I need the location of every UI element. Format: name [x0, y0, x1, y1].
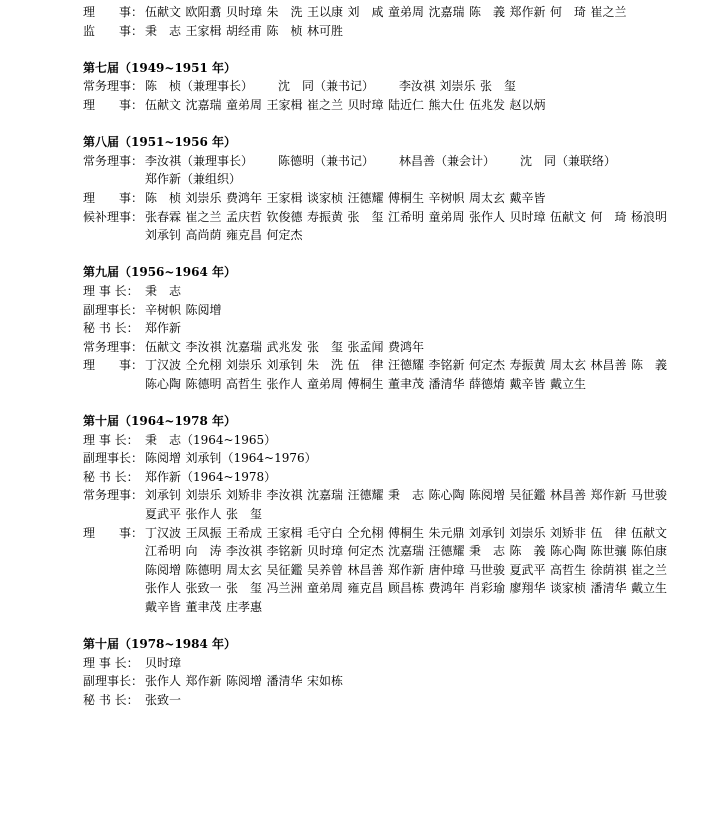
section-gap: [83, 245, 698, 264]
member-names: [145, 282, 698, 301]
member-name: 傅桐生: [388, 525, 425, 540]
member-name: 向 涛: [185, 544, 222, 559]
member-name: 张 玺: [480, 79, 517, 94]
role-entry: [83, 77, 698, 96]
member-names: [145, 356, 698, 393]
role-label: 常务理事：: [83, 488, 144, 503]
member-name: 钦俊德: [266, 209, 303, 224]
member-name: 寿振黄: [307, 209, 344, 224]
member-name: 胡经甫: [226, 23, 263, 38]
member-name: 欧阳翥: [185, 5, 222, 19]
member-names: [145, 319, 698, 338]
member-name: 庄孝惠: [226, 600, 263, 614]
member-name: 张作人: [266, 376, 303, 391]
member-name: 刘矫非: [226, 488, 263, 503]
role-label: 理 事：: [83, 97, 144, 112]
member-name: 伍献文: [631, 525, 668, 540]
member-name: 何定杰: [347, 544, 384, 559]
member-name: 沈嘉瑞: [185, 97, 222, 112]
member-name: 陈心陶: [145, 376, 182, 391]
role-label: 候补理事：: [83, 209, 144, 224]
member-name: 谈家桢: [550, 581, 587, 596]
member-name: 童弟周: [388, 5, 425, 19]
member-name: 郑作新: [388, 562, 425, 577]
member-name: 崔之兰: [631, 562, 668, 577]
role-entry: [83, 301, 698, 320]
member-name: 江希明: [145, 544, 182, 559]
council-section: [83, 115, 698, 245]
section-heading: 第十届（1964~1978 年）: [83, 414, 237, 429]
member-name: 江希明: [388, 209, 425, 224]
member-name: 汪德耀: [347, 190, 384, 205]
member-name: 顾昌栋: [388, 581, 425, 596]
member-name: 戴辛皆: [509, 190, 546, 205]
role-entry: [83, 22, 698, 41]
section-gap: [83, 617, 698, 636]
member-name: 陈心陶: [550, 544, 587, 559]
section-heading: 第七届（1949~1951 年）: [83, 60, 237, 75]
member-name: 赵以炳: [509, 97, 546, 112]
member-name: 徐荫祺: [590, 562, 627, 577]
member-name: 朱 洗: [266, 5, 303, 19]
member-name: 陈心陶: [428, 488, 465, 503]
member-name: 林昌善（兼会计）: [399, 153, 496, 168]
section-gap: [83, 40, 698, 59]
role-label: 常务理事：: [83, 339, 144, 354]
member-name: 秉 志（1964~1965）: [145, 432, 277, 447]
role-label: 秘 书 长：: [83, 469, 139, 484]
role-entry: [83, 486, 698, 523]
member-name: 秉 志: [145, 283, 182, 298]
member-name: 寿振黄: [509, 358, 546, 373]
member-names: [145, 468, 698, 487]
member-name: 雍克昌: [347, 581, 384, 596]
role-label: 理 事：: [83, 525, 144, 540]
member-name: 张 玺: [226, 581, 263, 596]
role-label: 副理事长：: [83, 451, 144, 466]
section-heading: 第九届（1956~1964 年）: [83, 265, 237, 280]
member-name: 陆近仁: [388, 97, 425, 112]
role-entry: [83, 189, 698, 208]
member-name: 伍献文: [550, 209, 587, 224]
member-name: 陈德明: [185, 562, 222, 577]
section-gap: [83, 393, 698, 412]
member-name: 陈 桢: [145, 190, 182, 205]
member-name: 沈 同（兼联络）: [520, 153, 617, 168]
member-name: 张作人: [145, 581, 182, 596]
member-name: 李汝祺: [226, 544, 263, 559]
role-entry: [83, 319, 698, 338]
role-label: 监 事：: [83, 23, 144, 38]
member-name: 陈 義: [509, 544, 546, 559]
council-section: [83, 617, 698, 710]
role-entry: [83, 654, 698, 673]
member-names: [145, 691, 698, 710]
member-name: 何定杰: [266, 228, 303, 243]
section-gap: [83, 115, 698, 134]
member-name: 廖翔华: [509, 581, 546, 596]
member-name: 陈阅增: [469, 488, 506, 503]
member-names: [145, 208, 698, 245]
member-name: 李铭新: [428, 358, 465, 373]
member-name: 丁汉波: [145, 358, 182, 373]
member-name: 陈 義: [469, 5, 506, 19]
member-name: 何 琦: [590, 209, 627, 224]
member-name: 刘承钊: [145, 488, 182, 503]
role-label: 理 事 长：: [83, 655, 139, 670]
member-name: 贝时璋: [347, 97, 384, 112]
member-name: 王家楫: [266, 190, 303, 205]
role-entry: [83, 431, 698, 450]
member-name: 伍献文: [145, 339, 182, 354]
member-name: 童弟周: [428, 209, 465, 224]
council-section: [83, 245, 698, 394]
member-name: 傅桐生: [388, 190, 425, 205]
member-name: 林昌善: [347, 562, 384, 577]
member-name: 刘矫非: [550, 525, 587, 540]
member-name: 马世骏: [631, 488, 668, 503]
member-names: [145, 301, 698, 320]
member-name: 刘崇乐: [439, 79, 476, 94]
member-names: [145, 524, 698, 617]
member-name: 贝时璋: [226, 5, 263, 19]
member-name: 戴立生: [631, 581, 668, 596]
role-label: 常务理事：: [83, 153, 144, 168]
member-name: 费鸿年: [226, 190, 263, 205]
member-name: 陈伯康: [631, 544, 668, 559]
member-name: 夏武平: [509, 562, 546, 577]
member-name: 何定杰: [469, 358, 506, 373]
member-name: 丁汉波: [145, 525, 182, 540]
member-name: 李汝祺: [266, 488, 303, 503]
member-names: [145, 96, 698, 115]
role-label: 理 事 长：: [83, 283, 139, 298]
role-label: 副理事长：: [83, 674, 144, 689]
role-label: 副理事长：: [83, 302, 144, 317]
member-name: 陈 桢（兼理事长）: [145, 79, 254, 94]
member-name: 秉 志: [469, 544, 506, 559]
member-name: 何 琦: [550, 5, 587, 19]
member-name: 郑作新: [145, 321, 182, 336]
member-name: 戴辛皆: [145, 600, 182, 614]
member-name: 熊大仕: [428, 97, 465, 112]
member-name: 沈嘉瑞: [307, 488, 344, 503]
member-name: 吴征鑑: [266, 562, 303, 577]
member-name: 张孟闻: [347, 339, 384, 354]
member-name: 肖彩瑜: [469, 581, 506, 596]
member-names: [145, 22, 698, 41]
member-names: [145, 3, 698, 22]
member-name: 张作人: [185, 507, 222, 522]
member-name: 费鸿年: [428, 581, 465, 596]
council-section: [83, 3, 698, 40]
member-name: 秉 志: [145, 23, 182, 38]
role-label: 理 事：: [83, 190, 144, 205]
member-name: 张致一: [145, 692, 182, 707]
member-name: 郑作新: [509, 5, 546, 19]
role-entry: [83, 282, 698, 301]
section-heading: 第十届（1978~1984 年）: [83, 637, 237, 652]
member-name: 谈家桢: [307, 190, 344, 205]
member-name: 唐仲璋: [428, 562, 465, 577]
member-name: 王家楫: [266, 97, 303, 112]
role-entry: [83, 208, 698, 245]
role-entry: [83, 96, 698, 115]
member-name: 陈阅增: [226, 674, 263, 689]
member-name: 陈世骧: [590, 544, 627, 559]
member-name: 宋如栋: [307, 674, 344, 689]
member-name: 郑作新: [185, 674, 222, 689]
member-name: 刘 咸: [347, 5, 384, 19]
member-name: 潘清华: [428, 376, 465, 391]
member-name: 冯兰洲: [266, 581, 303, 596]
member-name: 汪德耀: [388, 358, 425, 373]
role-label: 理 事：: [83, 358, 144, 373]
member-name: 吴征鑑: [509, 488, 546, 503]
member-name: 李汝祺（兼理事长）: [145, 153, 254, 168]
member-name: 王凤振: [185, 525, 222, 540]
role-label: 秘 书 长：: [83, 692, 139, 707]
member-name: 雍克昌: [226, 228, 263, 243]
member-name: 崔之兰: [307, 97, 344, 112]
member-name: 贝时璋: [145, 655, 182, 670]
member-name: 秉 志: [388, 488, 425, 503]
member-name: 刘承钊: [266, 358, 303, 373]
member-name: 伍 律: [347, 358, 384, 373]
document-page: [83, 3, 698, 710]
member-name: 董聿茂: [185, 600, 222, 614]
member-names: [145, 189, 698, 208]
member-name: 伍兆发: [469, 97, 506, 112]
member-name: 陈阅增: [185, 302, 222, 317]
role-label: 秘 书 长：: [83, 321, 139, 336]
member-name: 林可胜: [307, 23, 344, 38]
member-name: 童弟周: [226, 97, 263, 112]
member-name: 张致一: [185, 581, 222, 596]
council-section: [83, 40, 698, 114]
member-name: 高哲生: [226, 376, 263, 391]
member-name: 吴养曾: [307, 562, 344, 577]
member-name: 仝允栩: [347, 525, 384, 540]
member-name: 刘崇乐: [185, 488, 222, 503]
role-entry: [83, 468, 698, 487]
member-name: 张作人: [469, 209, 506, 224]
member-name: 刘承钊: [469, 525, 506, 540]
member-names: [145, 672, 698, 691]
member-name: 沈 同（兼书记）: [278, 79, 375, 94]
member-name: 郑作新: [590, 488, 627, 503]
member-name: 刘承钊: [145, 228, 182, 243]
member-name: 王希成: [226, 525, 263, 540]
member-name: 陈 桢: [266, 23, 303, 38]
role-entry: [83, 691, 698, 710]
role-entry: [83, 524, 698, 617]
member-name: 李铭新: [266, 544, 303, 559]
member-name: 戴辛皆: [509, 376, 546, 391]
member-name: 李汝祺: [399, 79, 436, 94]
member-name: 刘承钊（1964~1976）: [185, 451, 317, 466]
member-names: [145, 338, 698, 357]
member-name: 王以康: [307, 5, 344, 19]
role-entry: [83, 152, 698, 189]
member-name: 张作人: [145, 674, 182, 689]
role-label: 理 事：: [83, 5, 144, 19]
member-name: 潘清华: [266, 674, 303, 689]
member-name: 王家楫: [266, 525, 303, 540]
member-name: 费鸿年: [388, 339, 425, 354]
member-name: 童弟周: [307, 376, 344, 391]
member-name: 伍 律: [590, 525, 627, 540]
member-names: [145, 431, 698, 450]
member-name: 陈德明（兼书记）: [278, 153, 375, 168]
member-name: 伍献文: [145, 97, 182, 112]
member-name: 孟庆哲: [226, 209, 263, 224]
member-name: 伍献文: [145, 5, 182, 19]
member-name: 傅桐生: [347, 376, 384, 391]
member-name: 沈嘉瑞: [428, 5, 465, 19]
member-name: 陈德明: [185, 376, 222, 391]
member-name: 朱 洗: [307, 358, 344, 373]
member-name: 郑作新（兼组织）: [145, 172, 242, 187]
member-name: 王家楫: [185, 23, 222, 38]
member-name: 张 玺: [226, 507, 263, 522]
member-name: 陈阅增: [145, 451, 182, 466]
member-name: 董聿茂: [388, 376, 425, 391]
member-name: 张 玺: [347, 209, 384, 224]
member-names: [145, 654, 698, 673]
member-names: [145, 449, 698, 468]
member-name: 沈嘉瑞: [226, 339, 263, 354]
member-name: 汪德耀: [347, 488, 384, 503]
role-label: 常务理事：: [83, 79, 144, 94]
member-name: 童弟周: [307, 581, 344, 596]
member-name: 仝允栩: [185, 358, 222, 373]
member-name: 薛德焴: [469, 376, 506, 391]
member-name: 张春霖: [145, 209, 182, 224]
role-entry: [83, 672, 698, 691]
member-name: 夏武平: [145, 507, 182, 522]
member-name: 刘崇乐: [509, 525, 546, 540]
member-name: 武兆发: [266, 339, 303, 354]
member-name: 周太玄: [226, 562, 263, 577]
member-name: 杨浪明: [631, 209, 668, 224]
member-name: 陈阅增: [145, 562, 182, 577]
member-name: 李汝祺: [185, 339, 222, 354]
member-name: 贝时璋: [307, 544, 344, 559]
member-names: [145, 486, 698, 523]
member-name: 林昌善: [550, 488, 587, 503]
member-name: 朱元鼎: [428, 525, 465, 540]
section-heading: 第八届（1951~1956 年）: [83, 135, 237, 150]
member-name: 沈嘉瑞: [388, 544, 425, 559]
member-names: [145, 77, 698, 96]
member-name: 高尚荫: [185, 228, 222, 243]
role-entry: [83, 338, 698, 357]
role-entry: [83, 3, 698, 22]
member-name: 崔之兰: [590, 5, 627, 19]
member-name: 毛守白: [307, 525, 344, 540]
member-name: 贝时璋: [509, 209, 546, 224]
member-name: 郑作新（1964~1978）: [145, 469, 277, 484]
member-name: 刘崇乐: [185, 190, 222, 205]
member-name: 辛树帜: [145, 302, 182, 317]
member-names: [145, 152, 698, 189]
member-name: 戴立生: [550, 376, 587, 391]
member-name: 汪德耀: [428, 544, 465, 559]
member-name: 陈 義: [631, 358, 668, 373]
member-name: 马世骏: [469, 562, 506, 577]
member-name: 张 玺: [307, 339, 344, 354]
member-name: 周太玄: [550, 358, 587, 373]
council-section: [83, 393, 698, 616]
member-name: 崔之兰: [185, 209, 222, 224]
role-label: 理 事 长：: [83, 432, 139, 447]
member-name: 林昌善: [590, 358, 627, 373]
member-name: 潘清华: [590, 581, 627, 596]
role-entry: [83, 356, 698, 393]
member-name: 周太玄: [469, 190, 506, 205]
role-entry: [83, 449, 698, 468]
member-name: 辛树帜: [428, 190, 465, 205]
member-name: 刘崇乐: [226, 358, 263, 373]
member-name: 高哲生: [550, 562, 587, 577]
